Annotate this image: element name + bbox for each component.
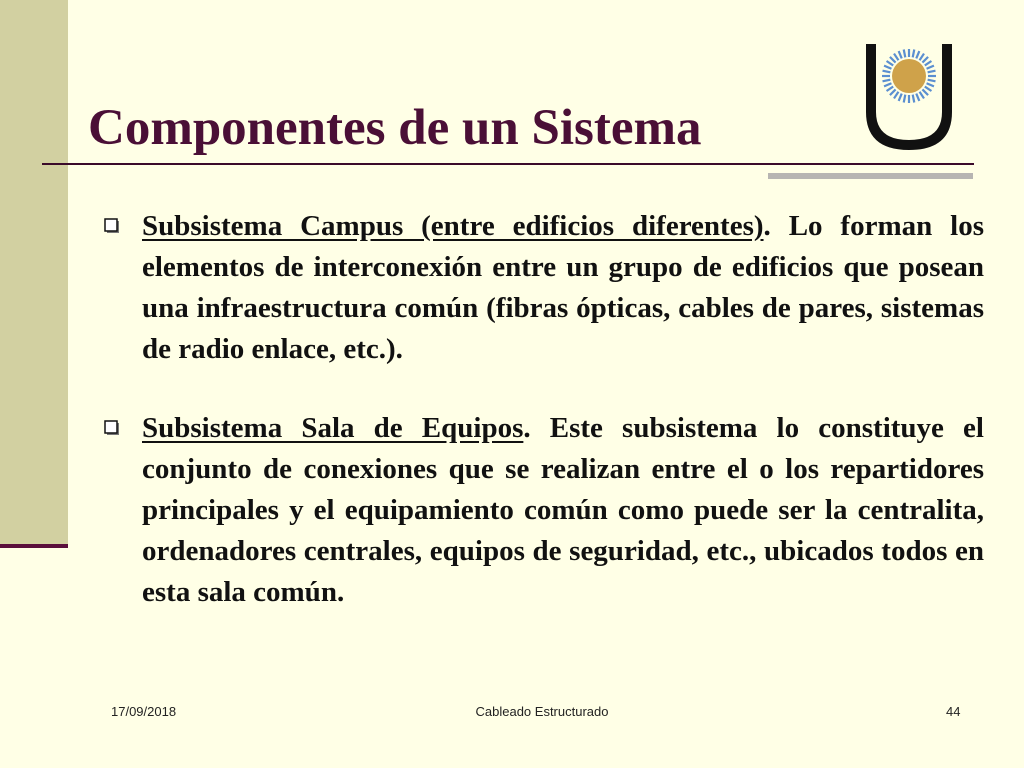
- title-accent-rule: [768, 173, 973, 179]
- university-logo-icon: [862, 42, 956, 154]
- sun-ray: [883, 80, 891, 82]
- sun-ray: [904, 95, 906, 103]
- sun-ray: [925, 61, 932, 65]
- slide-body: [104, 206, 984, 613]
- sun-ray: [922, 57, 928, 63]
- page-number: 44: [946, 704, 961, 719]
- bullet-term: Subsistema Sala de Equipos: [142, 412, 524, 444]
- sun-ray: [899, 51, 902, 58]
- sun-ray: [928, 71, 936, 73]
- sun-ray: [887, 61, 894, 65]
- sun-ray: [913, 95, 915, 103]
- left-decorative-bar: [0, 0, 68, 546]
- sun-ray: [894, 54, 898, 61]
- sun-ray: [916, 51, 919, 58]
- sun-ray: [894, 92, 898, 99]
- sun-ray: [928, 80, 936, 82]
- sun-ray: [887, 87, 894, 91]
- left-bar-rule: [0, 544, 68, 548]
- sun-ray: [916, 94, 919, 101]
- sun-ray: [920, 92, 924, 99]
- sun-ray: [890, 57, 896, 63]
- sun-ray: [884, 66, 891, 69]
- sun-ray: [883, 71, 891, 73]
- footer-date: 17/09/2018: [111, 704, 177, 719]
- bullet-item: [104, 206, 984, 370]
- checkbox-bullet-icon: [104, 420, 120, 436]
- sun-ray: [920, 54, 924, 61]
- sun-ray: [922, 89, 928, 95]
- sun-ray: [904, 50, 906, 58]
- sun-ray: [890, 89, 896, 95]
- sun-ray: [927, 66, 934, 69]
- sun-ray: [899, 94, 902, 101]
- sun-ray: [927, 83, 934, 86]
- title-underline: [42, 163, 974, 165]
- footer-title: Cableado Estructurado: [475, 704, 609, 719]
- bullet-term: Subsistema Campus (entre edificios diferentes): [142, 210, 764, 242]
- sun-ray: [884, 83, 891, 86]
- bullet-item: [104, 408, 984, 613]
- sun-ray: [925, 87, 932, 91]
- checkbox-bullet-icon: [104, 218, 120, 234]
- slide-title: Componentes de un Sistema: [88, 100, 702, 156]
- bullet-text: . Lo forman los elementos de interconexión entre un grupo de edificios que posean una infraestructura común (fibras ópticas, cables de pares, sistemas de radio enlace, etc.).: [142, 210, 984, 365]
- bullet-text: . Este subsistema lo constituye el conjunto de conexiones que se realizan entre el o los repartidores principales y el equipamiento común como puede ser la centralita, ordenadores centrales, equipos de seguridad, etc., ubicados todos en esta sala común.: [142, 412, 984, 608]
- sun-ray: [913, 50, 915, 58]
